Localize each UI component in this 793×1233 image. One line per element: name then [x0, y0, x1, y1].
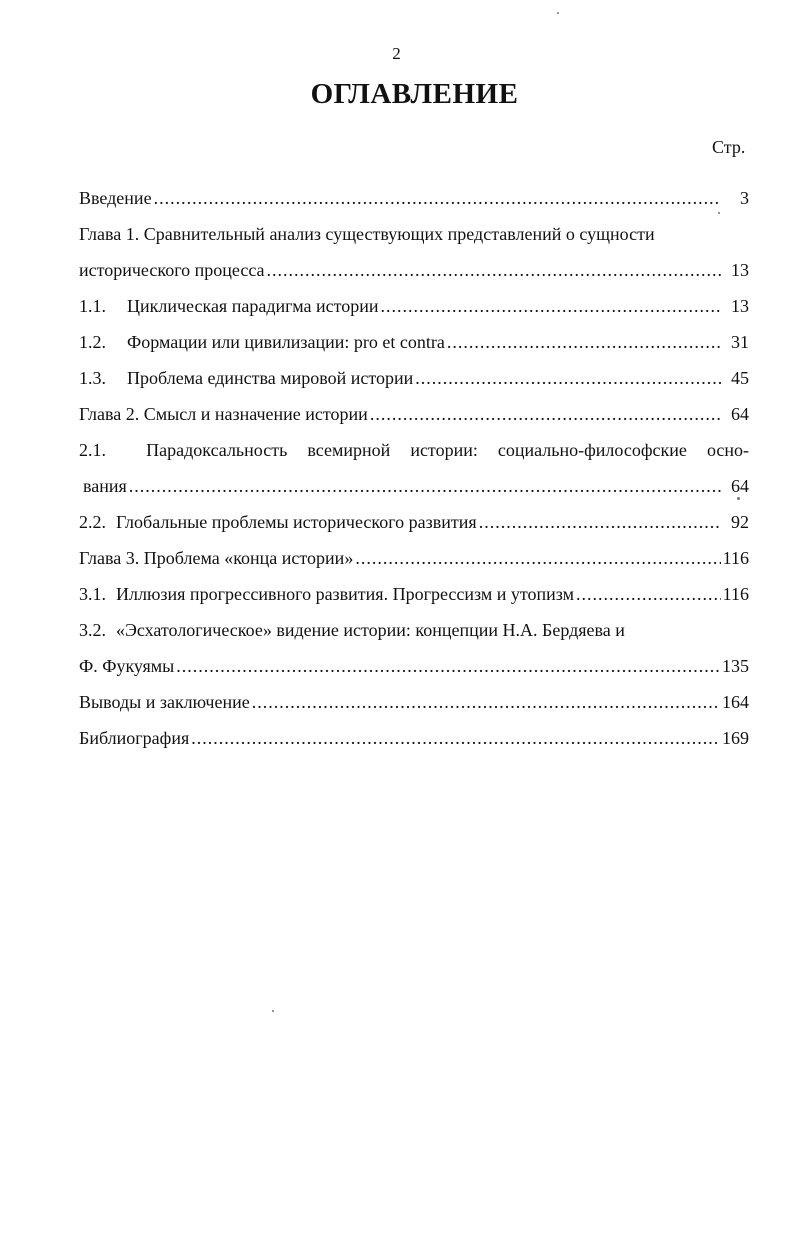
- toc-entry-title: Глава 1. Сравнительный анализ существующих представлений о сущности: [79, 223, 655, 244]
- toc-entry-title: Формации или цивилизации: pro et contra: [127, 331, 445, 352]
- toc-entry-number: 2.1.: [79, 439, 106, 460]
- toc-entry-page: 92: [731, 511, 749, 532]
- toc-leader-dots: [154, 188, 721, 209]
- toc-entry-section-3-2-line-2: [79, 648, 749, 684]
- toc-entry-title: Введение: [79, 187, 152, 208]
- toc-entry-conclusion: [79, 684, 749, 720]
- toc-entry-section-3-2-line-1: [79, 612, 749, 648]
- toc-entry-title: Ф. Фукуямы: [79, 655, 175, 676]
- toc-entry-number: 2.2.: [79, 511, 106, 532]
- toc-entry-page: 116: [722, 583, 749, 604]
- toc-entry-page: 31: [731, 331, 749, 352]
- toc-leader-dots: [129, 476, 721, 497]
- toc-entry-chapter-1-line-2: [79, 252, 749, 288]
- toc-leader-dots: [576, 584, 721, 605]
- toc-entry-chapter-2: [79, 396, 749, 432]
- scan-speck: [272, 1010, 274, 1012]
- toc-leader-dots: [381, 296, 721, 317]
- toc-leader-dots: [415, 368, 721, 389]
- toc-entry-number: 3.1.: [79, 583, 106, 604]
- toc-entry-title: Библиография: [79, 727, 190, 748]
- toc-entry-page: 13: [731, 259, 749, 280]
- toc-entry-page: 164: [722, 691, 749, 712]
- toc-leader-dots: [267, 260, 721, 281]
- toc-entry-title: «Эсхатологическое» видение истории: концепции Н.А. Бердяева и: [116, 619, 625, 640]
- toc-entry-title: Проблема единства мировой истории: [127, 367, 414, 388]
- toc-entry-page: 64: [731, 475, 749, 496]
- toc-leader-dots: [370, 404, 721, 425]
- toc-entry-page: 64: [731, 403, 749, 424]
- toc-entry-page: 45: [731, 367, 749, 388]
- toc-entry-chapter-3: [79, 540, 749, 576]
- pages-column-label: Стр.: [712, 137, 746, 157]
- toc-entry-title: Глава 2. Смысл и назначение истории: [79, 403, 368, 424]
- toc-entry-bibliography: [79, 720, 749, 756]
- toc-entry-title: исторического процесса: [79, 259, 265, 280]
- toc-entry-title: вания: [83, 475, 127, 496]
- page-title: ОГЛАВЛЕНИЕ: [310, 78, 519, 110]
- toc-entry-chapter-1-line-1: [79, 216, 749, 252]
- toc-entry-section-1-3: [79, 360, 749, 396]
- table-of-contents: [79, 180, 749, 756]
- toc-entry-number: 3.2.: [79, 619, 106, 640]
- toc-leader-dots: [479, 512, 721, 533]
- toc-leader-dots: [252, 692, 720, 713]
- toc-entry-title: [79, 440, 749, 461]
- toc-entry-number: 1.2.: [79, 331, 106, 352]
- toc-entry-section-2-1-line-2: [79, 468, 749, 504]
- toc-entry-section-3-1: [79, 576, 749, 612]
- toc-entry-section-1-1: [79, 288, 749, 324]
- toc-entry-title-text: Парадоксальность всемирной истории: социально-философские осно-: [146, 439, 750, 460]
- toc-leader-dots: [191, 728, 720, 749]
- toc-leader-dots: [447, 332, 721, 353]
- toc-entry-title: Глобальные проблемы исторического развития: [116, 511, 477, 532]
- scan-speck: [557, 12, 559, 14]
- toc-entry-introduction: [79, 180, 749, 216]
- toc-entry-title: Иллюзия прогрессивного развития. Прогрессизм и утопизм: [116, 583, 575, 604]
- toc-entry-number: 1.3.: [79, 367, 106, 388]
- toc-entry-title: Циклическая парадигма истории: [127, 295, 379, 316]
- page-number: 2: [392, 44, 401, 63]
- toc-entry-page: 13: [731, 295, 749, 316]
- toc-entry-page: 169: [722, 727, 749, 748]
- toc-entry-section-2-1-line-1: [79, 432, 749, 468]
- toc-entry-page: 3: [740, 187, 749, 208]
- toc-leader-dots: [176, 656, 720, 677]
- toc-entry-page: 135: [722, 655, 749, 676]
- toc-entry-section-1-2: [79, 324, 749, 360]
- toc-entry-page: 116: [722, 547, 749, 568]
- scan-speck: [718, 212, 720, 214]
- toc-entry-title: Глава 3. Проблема «конца истории»: [79, 547, 354, 568]
- toc-entry-number: 1.1.: [79, 295, 106, 316]
- toc-entry-title: Выводы и заключение: [79, 691, 250, 712]
- toc-leader-dots: [355, 548, 720, 569]
- toc-entry-section-2-2: [79, 504, 749, 540]
- scan-speck: [737, 497, 740, 500]
